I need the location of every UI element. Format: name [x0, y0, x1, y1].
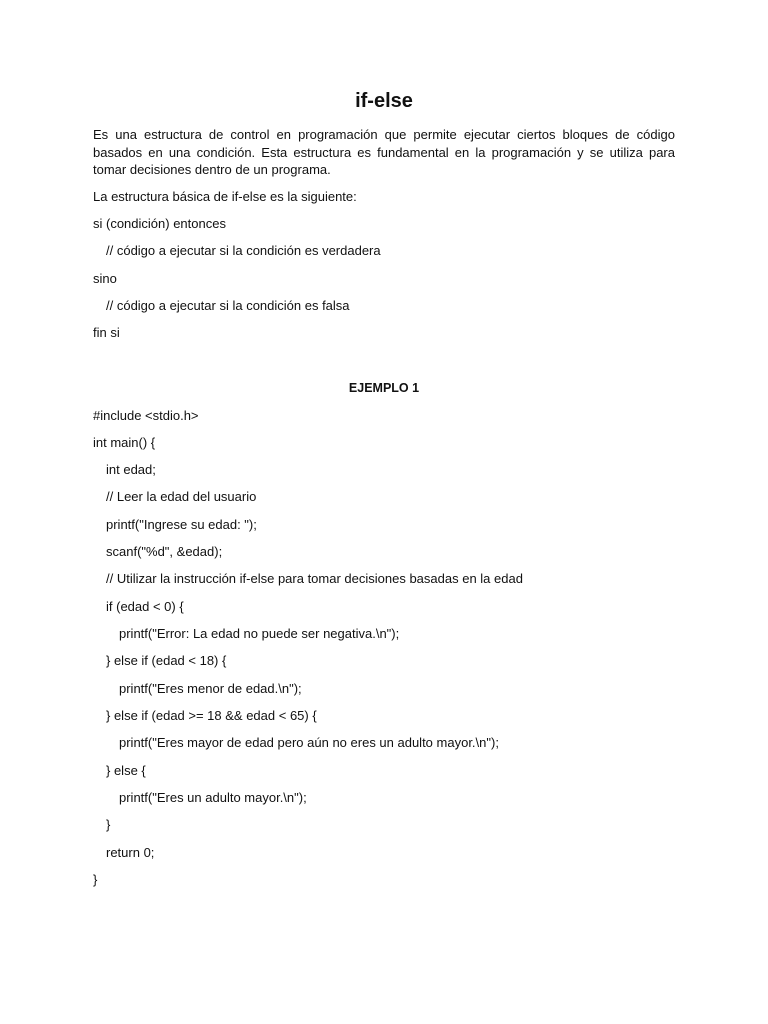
code-line: } [106, 817, 111, 832]
syntax-line: // código a ejecutar si la condición es falsa [106, 298, 350, 313]
syntax-intro: La estructura básica de if-else es la siguiente: [93, 189, 357, 204]
syntax-line: si (condición) entonces [93, 216, 226, 231]
code-line: printf("Ingrese su edad: "); [106, 517, 257, 532]
code-line: scanf("%d", &edad); [106, 544, 223, 559]
code-line: #include <stdio.h> [93, 408, 199, 423]
syntax-line: sino [93, 271, 117, 286]
code-line: return 0; [106, 845, 155, 860]
code-line: printf("Eres mayor de edad pero aún no eres un adulto mayor.\n"); [119, 735, 499, 750]
example-heading: EJEMPLO 1 [348, 381, 420, 395]
page-title: if-else [355, 90, 413, 112]
code-line: } [93, 872, 98, 887]
intro-paragraph: Es una estructura de control en programación que permite ejecutar ciertos bloques de código basados en una condición. Esta estructura es fundamental en la programación y se utiliza para tomar decisiones dentro de un programa. [93, 127, 675, 177]
syntax-line: // código a ejecutar si la condición es verdadera [106, 243, 381, 258]
syntax-line: fin si [93, 325, 120, 340]
code-line: } else if (edad < 18) { [106, 653, 227, 668]
code-line: if (edad < 0) { [106, 599, 184, 614]
code-line: int edad; [106, 462, 156, 477]
code-line: } else { [106, 763, 146, 778]
code-line: // Leer la edad del usuario [106, 489, 257, 504]
code-line: printf("Error: La edad no puede ser negativa.\n"); [119, 626, 400, 641]
code-line: // Utilizar la instrucción if-else para tomar decisiones basadas en la edad [106, 571, 523, 586]
code-line: int main() { [93, 435, 156, 450]
code-line: printf("Eres menor de edad.\n"); [119, 681, 302, 696]
code-line: printf("Eres un adulto mayor.\n"); [119, 790, 307, 805]
code-line: } else if (edad >= 18 && edad < 65) { [106, 708, 317, 723]
